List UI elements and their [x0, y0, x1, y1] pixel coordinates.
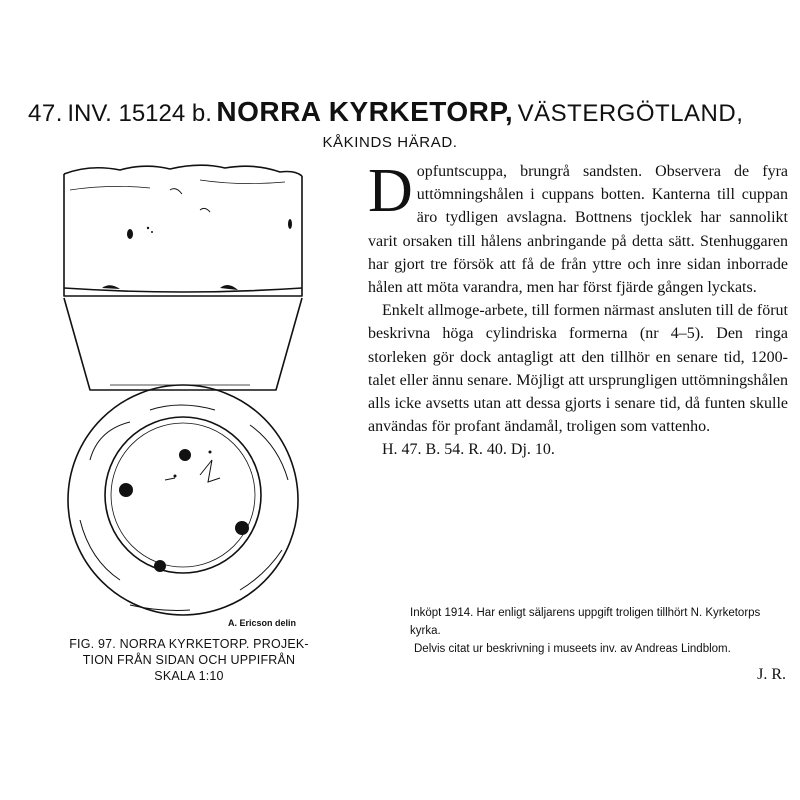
provenance-notes [410, 604, 790, 658]
font-drawing [50, 160, 330, 640]
catalogue-heading [28, 96, 788, 128]
citation-note: Delvis citat ur beskrivning i museets inv. av Andreas Lindblom. [414, 643, 731, 655]
drop-cap: D [368, 157, 413, 225]
cup-outline [64, 174, 302, 296]
top-view [68, 385, 298, 615]
entry-number: 47. [28, 100, 63, 127]
side-view-marks [102, 189, 292, 290]
side-view [64, 165, 302, 390]
font-rim [64, 165, 302, 176]
place-name: NORRA KYRKETORP, [216, 96, 514, 127]
measurements: H. 47. B. 54. R. 40. Dj. 10. [382, 441, 555, 459]
caption-line: SKALA 1:10 [154, 669, 224, 683]
district-name: KÅKINDS HÄRAD. [322, 134, 458, 151]
inventory-number: INV. 15124 b. [67, 100, 212, 127]
draftsman-credit: A. Ericson delin [228, 618, 297, 628]
cup-base-band [64, 288, 302, 292]
drain-hole [235, 521, 249, 535]
purchase-note: Inköpt 1914. Har enligt säljarens uppgift troligen tillhört N. Kyrketorps kyrka. [410, 607, 761, 637]
region-name: VÄSTERGÖTLAND, [517, 100, 744, 127]
description [368, 157, 788, 462]
drain-hole [119, 483, 133, 497]
paragraph-text: opfuntscuppa, brungrå sandsten. Observera de fyra uttömningshålen i cuppans botten. Kanterna till cuppan äro tydligen avslagna. Bottnens tjocklek har sannolikt varit orsaken till hålens anbringande på detta sätt. Stenhuggaren har gjort tre försök att få de från yttre och inre sidan inborrade hålen att möta varandra, men har först fjärde gången lyckats. [368, 163, 788, 297]
figure-caption [44, 636, 334, 684]
drain-hole [179, 449, 191, 461]
caption-line: TION FRÅN SIDAN OCH UPPIFRÅN [82, 653, 296, 667]
outer-rim [68, 385, 298, 615]
foot-outline [64, 298, 302, 390]
caption-line: FIG. 97. NORRA KYRKETORP. PROJEK- [69, 637, 309, 651]
paragraph: Enkelt allmoge-arbete, till formen närmast ansluten till de förut beskrivna höga cylindriska formerna (nr 4–5). Den ringa storleken gör dock antagligt att den tillhör en senare tid, 1200-talet eller ännu senare. Möjligt att ursprungligen uttömningshålen alls icke avsetts utan att dessa gjorts i senare tid, då funten skulle användas för profant ändamål, troligen som vattenho. [368, 302, 788, 436]
author-initials: J. R. [757, 666, 786, 683]
district-heading [0, 134, 800, 151]
drain-hole [154, 560, 166, 572]
drain-holes [119, 449, 249, 572]
paragraph [368, 157, 788, 299]
